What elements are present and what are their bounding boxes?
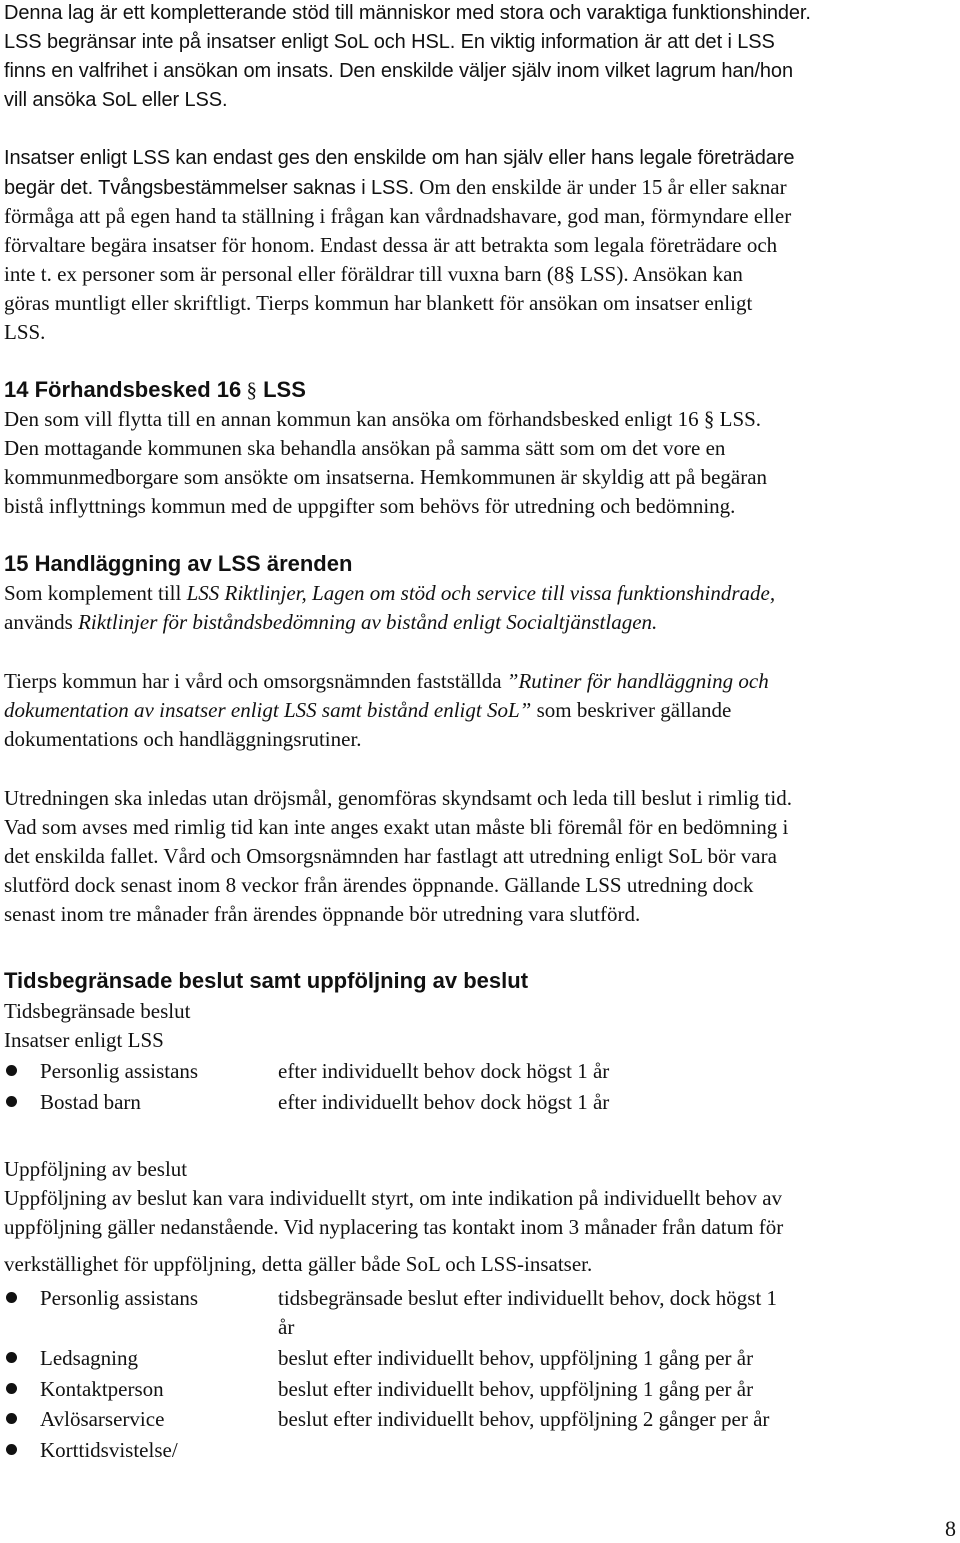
- bullet-icon: [6, 1065, 17, 1076]
- paragraph-line: [4, 580, 775, 606]
- text-span: Gällande LSS utredning dock: [499, 873, 754, 897]
- text-span: Vård och Omsorgsnämnden har fastlagt att utredning enligt SoL bör vara: [158, 844, 777, 868]
- list-item-value: beslut efter individuellt behov, uppföljning 1 gång per år: [278, 1346, 754, 1370]
- paragraph-line: Den mottagande kommunen ska behandla ansökan på samma sätt som om det vore en: [4, 436, 726, 460]
- paragraph-line: [4, 464, 767, 490]
- page-number: 8: [945, 1516, 956, 1541]
- text-span: Om den enskilde är under 15 år eller saknar: [414, 175, 787, 199]
- intro-line: finns en valfrihet i ansökan om insats. Den enskilde väljer själv inom vilket lagrum han/hon: [4, 60, 793, 82]
- paragraph-line: [4, 174, 787, 201]
- paragraph-line: LSS.: [4, 320, 46, 344]
- paragraph-line: dokumentations och handläggningsrutiner.: [4, 727, 362, 751]
- italic-text: dokumentation av insatser enligt LSS samt bistånd enligt SoL”: [4, 698, 532, 722]
- heading-text: LSS: [256, 377, 306, 402]
- list-item-value: efter individuellt behov dock högst 1 år: [278, 1090, 610, 1114]
- text-span: Vid nyplacering tas kontakt inom 3 månader från datum för: [278, 1215, 784, 1239]
- italic-text: ”Rutiner för handläggning och: [506, 669, 769, 693]
- list-item-label: Kontaktperson: [40, 1377, 164, 1401]
- paragraph-line: [4, 1214, 783, 1240]
- list-item-value: beslut efter individuellt behov, uppföljning 2 gånger per år: [278, 1407, 770, 1431]
- paragraph-line: [4, 261, 743, 287]
- paragraph-line: [4, 290, 752, 316]
- text-span: uppföljning gäller nedanstående.: [4, 1215, 279, 1239]
- list-item-label: Personlig assistans: [40, 1286, 199, 1310]
- text-span: det enskilda fallet.: [4, 844, 159, 868]
- paragraph-line: verkställighet för uppföljning, detta gäller både SoL och LSS-insatser.: [4, 1252, 593, 1276]
- subheading: Uppföljning av beslut: [4, 1157, 188, 1181]
- paragraph-line: Insatser enligt LSS kan endast ges den enskilde om han själv eller hans legale företrädare: [4, 147, 795, 169]
- text-span: förvaltare begära insatser för honom.: [4, 233, 315, 257]
- list-item-value: tidsbegränsade beslut efter individuellt behov, dock högst 1: [278, 1286, 778, 1310]
- bullet-icon: [6, 1383, 17, 1394]
- bullet-icon: [6, 1292, 17, 1303]
- bullet-icon: [6, 1413, 17, 1424]
- text-span: slutförd dock senast inom 8 veckor från ärendes öppnande.: [4, 873, 500, 897]
- text-span: Tierps kommun har i vård och omsorgsnämnden fastställda: [4, 669, 507, 693]
- text-span: LSS.: [714, 407, 762, 431]
- intro-line: Denna lag är ett kompletterande stöd till människor med stora och varaktiga funktionshinder.: [4, 2, 811, 24]
- paragraph-line: [4, 232, 777, 258]
- section-sign-icon: §: [241, 378, 257, 402]
- text-span: Den som vill flytta till en annan kommun kan ansöka om förhandsbesked enligt 16: [4, 407, 699, 431]
- list-item-label: Korttidsvistelse/: [40, 1438, 178, 1462]
- text-span: begär det. Tvångsbestämmelser saknas i LSS.: [4, 177, 414, 199]
- text-span: Som komplement till: [4, 581, 187, 605]
- intro-line: LSS begränsar inte på insatser enligt SoL och HSL. En viktig information är att det i LSS: [4, 31, 775, 53]
- text-span: används: [4, 610, 79, 634]
- bullet-icon: [6, 1444, 17, 1455]
- subheading: Tidsbegränsade beslut: [4, 999, 191, 1023]
- paragraph-line: bistå inflyttnings kommun med de uppgifter som behövs för utredning och bedömning.: [4, 494, 736, 518]
- paragraph-line: förmåga att på egen hand ta ställning i frågan kan vårdnadshavare, god man, förmyndare eller: [4, 204, 792, 228]
- paragraph-line: [4, 406, 761, 432]
- intro-line: vill ansöka SoL eller LSS.: [4, 89, 228, 111]
- section-sign-icon: §: [698, 407, 715, 431]
- paragraph-line: [4, 668, 769, 694]
- text-span: Hemkommunen är skyldig att på begäran: [414, 465, 768, 489]
- italic-text: Riktlinjer för biståndsbedömning av bistånd enligt Socialtjänstlagen.: [78, 610, 658, 634]
- text-span: inte t. ex personer som är personal eller föräldrar till vuxna barn (8: [4, 262, 565, 286]
- paragraph-line: Uppföljning av beslut kan vara individuellt styrt, om inte indikation på individuellt behov av: [4, 1186, 783, 1210]
- list-item-label: Bostad barn: [40, 1090, 141, 1114]
- paragraph-line: [4, 609, 657, 635]
- bullet-icon: [6, 1352, 17, 1363]
- paragraph-line: [4, 843, 777, 869]
- list-item-value-cont: år: [278, 1315, 295, 1339]
- list-item-label: Avlösarservice: [40, 1407, 165, 1431]
- paragraph-line: Utredningen ska inledas utan dröjsmål, genomföras skyndsamt och leda till beslut i rimlig tid.: [4, 786, 792, 810]
- list-item-label: Personlig assistans: [40, 1059, 199, 1083]
- text-span: Ansökan kan: [628, 262, 743, 286]
- section-heading: Tidsbegränsade beslut samt uppföljning av beslut: [4, 968, 529, 993]
- paragraph-line: senast inom tre månader från ärendes öppnande bör utredning vara slutförd.: [4, 902, 641, 926]
- section-sign-icon: §: [564, 262, 575, 286]
- list-item-value: efter individuellt behov dock högst 1 år: [278, 1059, 610, 1083]
- text-span: Tierps kommun har blankett för ansökan om insatser enligt: [251, 291, 753, 315]
- text-span: kommunmedborgare som ansökte om insatserna.: [4, 465, 415, 489]
- text-span: göras muntligt eller skriftligt.: [4, 291, 252, 315]
- list-item-label: Ledsagning: [40, 1346, 138, 1370]
- italic-text: LSS Riktlinjer, Lagen om stöd och service till vissa funktionshindrade,: [186, 581, 776, 605]
- subheading: Insatser enligt LSS: [4, 1028, 164, 1052]
- paragraph-line: [4, 697, 731, 723]
- bullet-icon: [6, 1096, 17, 1107]
- section-heading: [4, 377, 306, 403]
- heading-text: 14 Förhandsbesked 16: [4, 377, 242, 402]
- text-span: Endast dessa är att betrakta som legala företrädare och: [314, 233, 778, 257]
- section-heading: 15 Handläggning av LSS ärenden: [4, 551, 353, 576]
- text-span: som beskriver gällande: [531, 698, 732, 722]
- paragraph-line: [4, 872, 753, 898]
- list-item-value: beslut efter individuellt behov, uppföljning 1 gång per år: [278, 1377, 754, 1401]
- text-span: LSS).: [574, 262, 629, 286]
- paragraph-line: Vad som avses med rimlig tid kan inte anges exakt utan måste bli föremål för en bedömning i: [4, 815, 789, 839]
